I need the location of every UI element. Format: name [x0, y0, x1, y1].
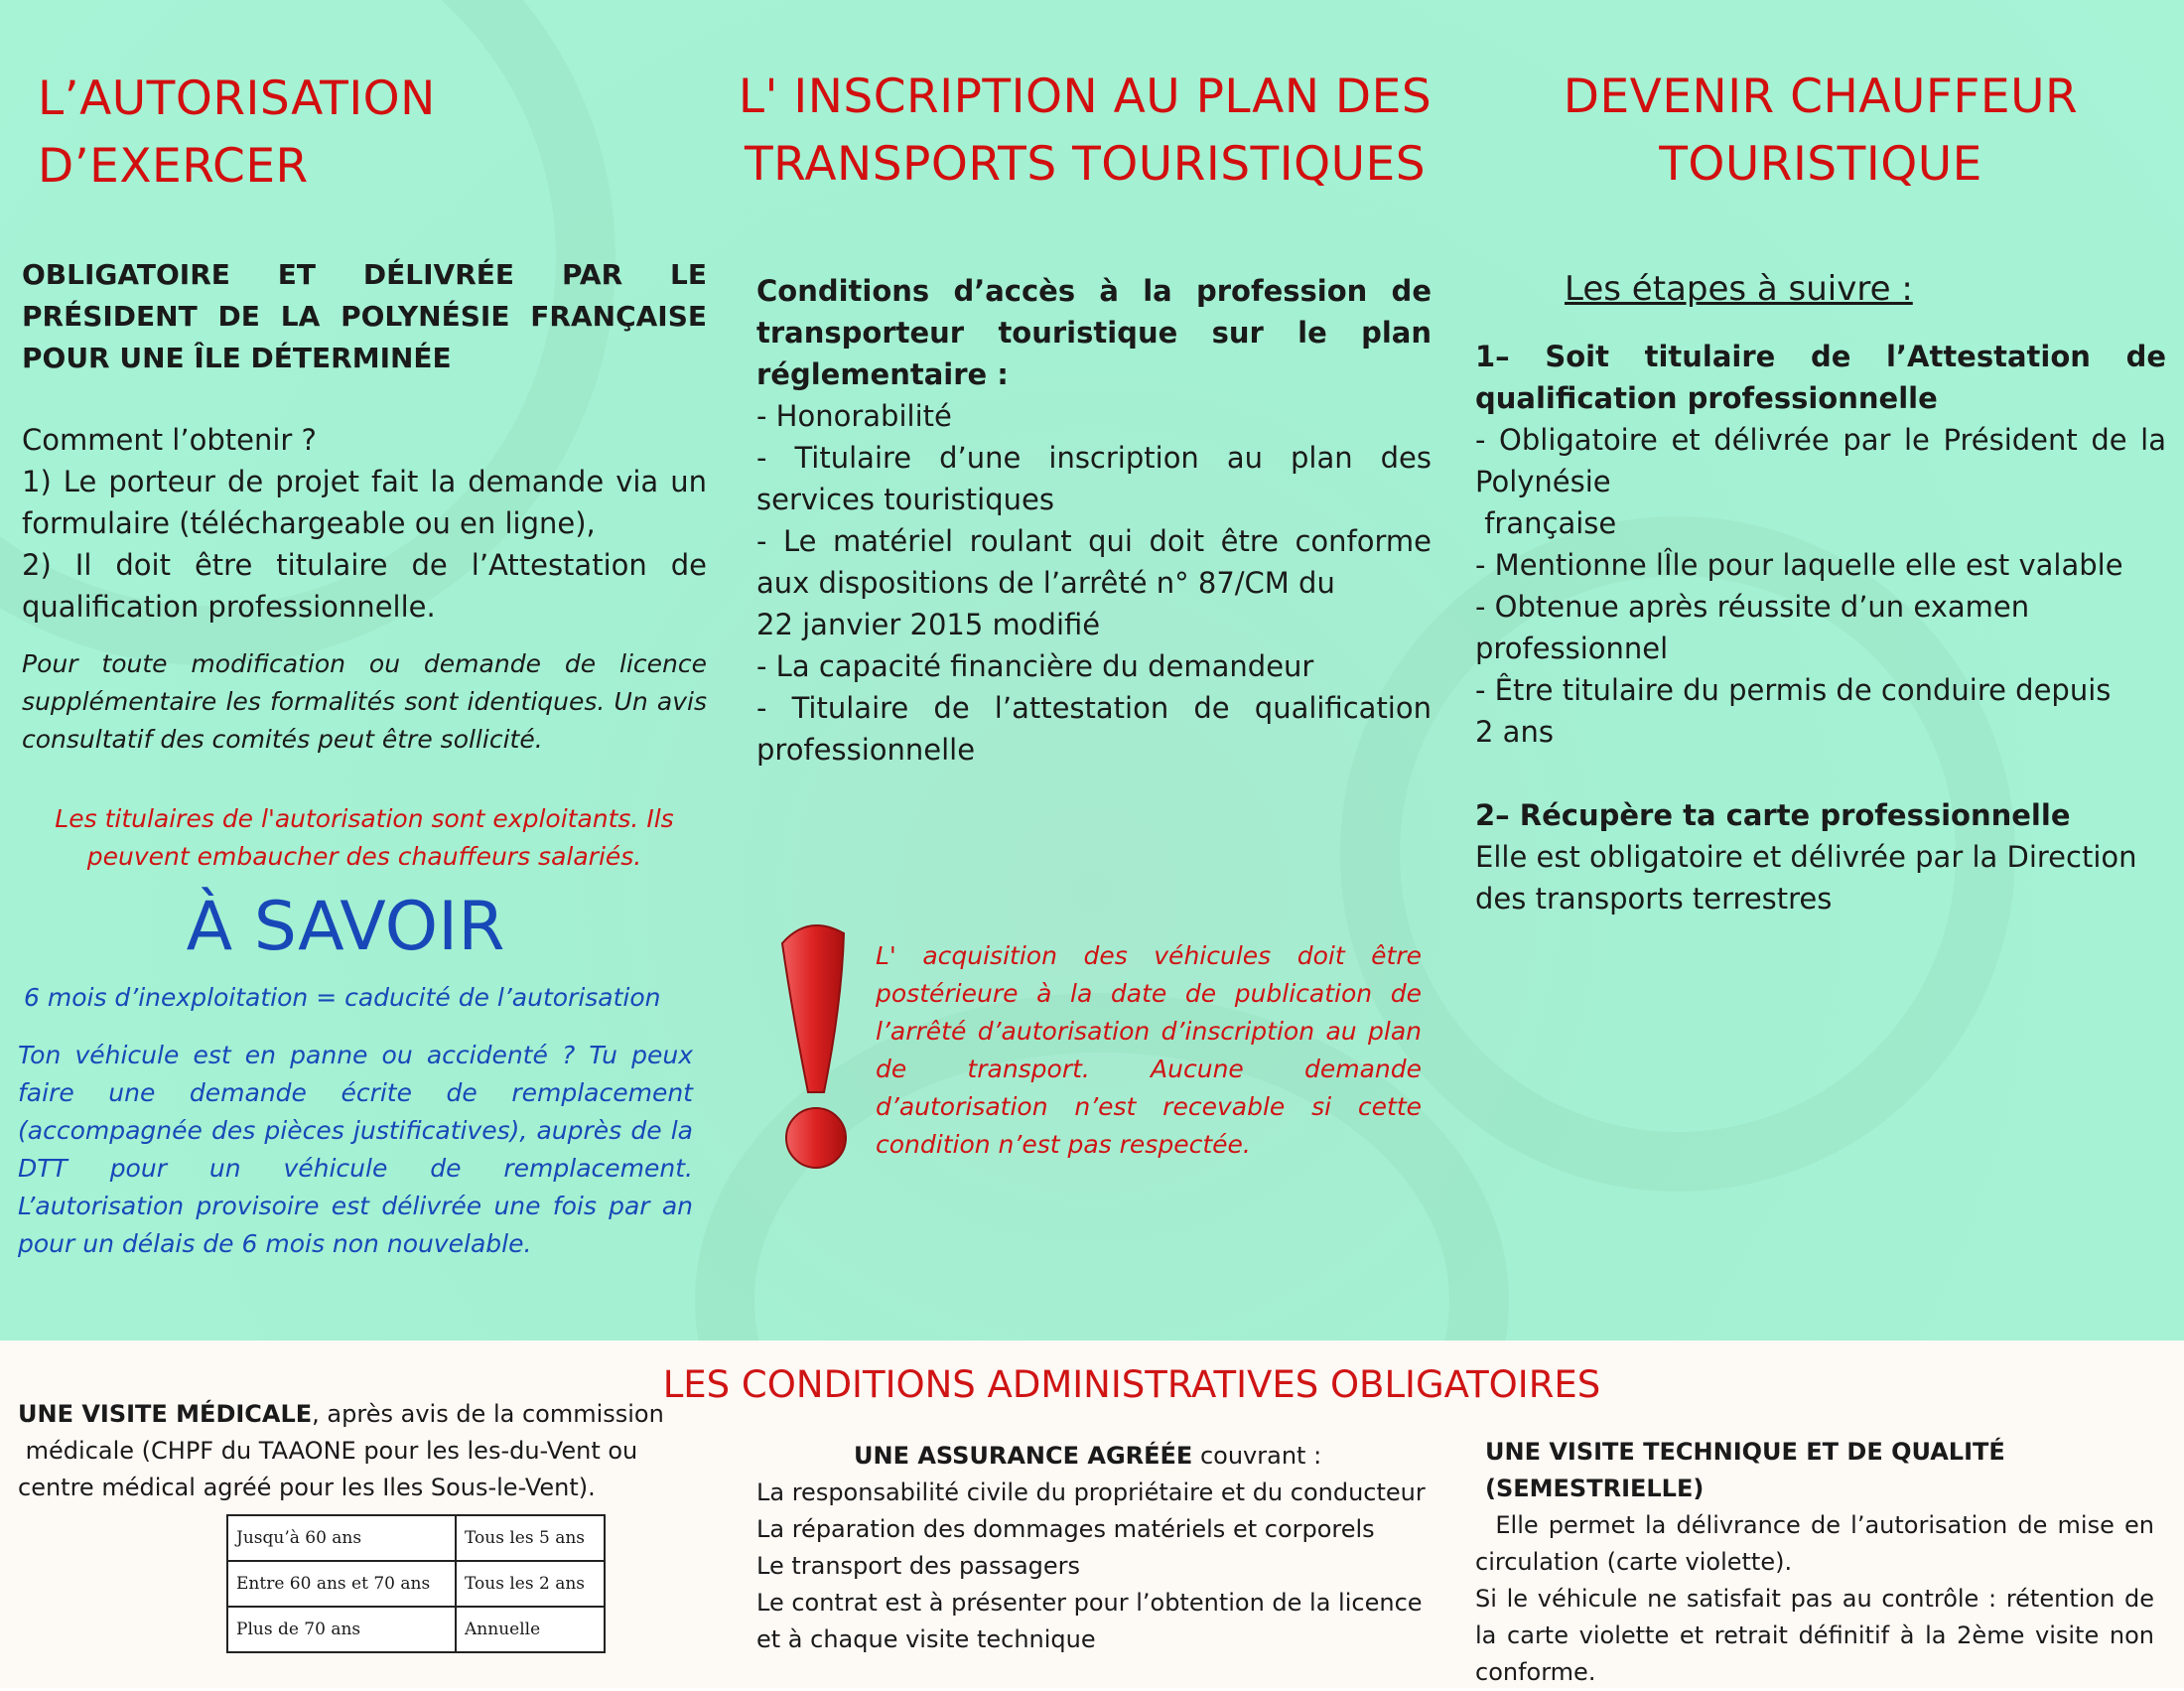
column-autorisation — [22, 66, 707, 876]
a-savoir-section — [18, 884, 693, 1263]
column1-title: L’AUTORISATION D’EXERCER — [38, 71, 436, 194]
assurance-label: UNE ASSURANCE AGRÉÉE — [854, 1442, 1193, 1470]
step1-line: 2 ans — [1475, 715, 1554, 749]
assurance-line: La réparation des dommages matériels et corporels — [756, 1515, 1375, 1543]
step1-line: - Obtenue après réussite d’un examen professionnel — [1475, 590, 2030, 665]
table-cell: Jusqu’à 60 ans — [227, 1515, 456, 1561]
table-cell: Plus de 70 ans — [227, 1607, 456, 1652]
visite-medicale-label: UNE VISITE MÉDICALE — [18, 1400, 313, 1428]
step2-text: Elle est obligatoire et délivrée par la Direction des transports terrestres — [1475, 840, 2137, 916]
etapes-heading: Les étapes à suivre : — [1565, 269, 1913, 309]
visite-technique-text: Elle permet la délivrance de l’autorisation de mise en circulation (carte violette). — [1475, 1511, 2162, 1576]
bottom-title: LES CONDITIONS ADMINISTRATIVES OBLIGATOIRES — [662, 1363, 1601, 1406]
assurance-text: couvrant : — [1192, 1442, 1322, 1470]
assurance-block — [756, 1438, 1441, 1658]
exclamation-icon — [764, 914, 864, 1182]
step1-line: - Être titulaire du permis de conduire depuis — [1475, 673, 2112, 707]
column1-question: Comment l’obtenir ? — [22, 423, 317, 457]
a-savoir-title: À SAVOIR — [186, 888, 505, 966]
assurance-line: Le contrat est à présenter pour l’obtention de la licence et à chaque visite technique — [756, 1589, 1423, 1653]
visite-medicale-block — [18, 1396, 703, 1506]
conditions-item: - La capacité financière du demandeur — [756, 649, 1314, 683]
table-cell: Tous les 5 ans — [456, 1515, 605, 1561]
column-inscription — [735, 64, 1435, 771]
visite-medicale-text: , après avis de la commission — [312, 1400, 664, 1428]
table-row — [227, 1607, 605, 1652]
conditions-item: - Honorabilité — [756, 399, 952, 433]
column3-title-line2: TOURISTIQUE — [1659, 137, 1982, 192]
conditions-item: 22 janvier 2015 modifié — [756, 608, 1101, 641]
column1-step2: 2) Il doit être titulaire de l’Attestation de qualification professionnelle. — [22, 548, 707, 624]
column1-subtitle: OBLIGATOIRE ET DÉLIVRÉE PAR LE PRÉSIDENT DE LA POLYNÉSIE FRANÇAISE POUR UNE ÎLE DÉTERMINÉE — [22, 258, 707, 374]
age-table — [226, 1514, 606, 1653]
step1-line: - Obligatoire et délivrée par le Président de la Polynésie — [1475, 423, 2166, 498]
column2-title-line2: TRANSPORTS TOURISTIQUES — [744, 137, 1427, 192]
assurance-line: Le transport des passagers — [756, 1552, 1081, 1580]
table-cell: Annuelle — [456, 1607, 605, 1652]
visite-medicale-details: médicale (CHPF du TAAONE pour les les-du-Vent ou centre médical agréé pour les Iles Sous-le-Vent). — [18, 1437, 645, 1501]
conditions-item: - Titulaire de l’attestation de qualification professionnelle — [756, 691, 1432, 767]
step2-heading: 2– Récupère ta carte professionnelle — [1475, 798, 2071, 832]
assurance-line: La responsabilité civile du propriétaire et du conducteur — [756, 1479, 1426, 1506]
a-savoir-line: 6 mois d’inexploitation = caducité de l’autorisation — [24, 983, 661, 1012]
table-cell: Tous les 2 ans — [456, 1561, 605, 1607]
conditions-item: - Le matériel roulant qui doit être conforme aux dispositions de l’arrêté n° 87/CM du — [756, 524, 1432, 600]
step1-heading: 1– Soit titulaire de l’Attestation de qualification professionnelle — [1475, 340, 2166, 415]
column3-title-line1: DEVENIR CHAUFFEUR — [1563, 70, 2079, 124]
step1-line: française — [1475, 506, 1617, 540]
table-row — [227, 1515, 605, 1561]
column1-note: Pour toute modification ou demande de licence supplémentaire les formalités sont identiques. Un avis consultatif des comités peut être sollicité. — [22, 649, 707, 754]
column2-title-line1: L' INSCRIPTION AU PLAN DES — [738, 70, 1433, 124]
warning-text: L' acquisition des véhicules doit être postérieure à la date de publication de l’arrêté d’autorisation d’inscription au plan de transport. Aucune demande d’autorisation n’est recevable si cette condition n’est pas respectée. — [876, 941, 1422, 1159]
visite-technique-block — [1475, 1434, 2162, 1691]
visite-technique-title: UNE VISITE TECHNIQUE ET DE QUALITÉ (SEMESTRIELLE) — [1485, 1438, 2005, 1502]
visite-technique-text: Si le véhicule ne satisfait pas au contrôle : rétention de la carte violette et retrait définitif à la 2ème visite non conforme. — [1475, 1585, 2154, 1686]
conditions-administratives-section — [0, 1340, 2184, 1688]
column1-step1: 1) Le porteur de projet fait la demande via un formulaire (téléchargeable ou en ligne), — [22, 465, 707, 540]
a-savoir-text: Ton véhicule est en panne ou accidenté ? Tu peux faire une demande écrite de remplacement (accompagnée des pièces justificatives), auprès de la DTT pour un véhicule de remplacement. L’autorisation provisoire est délivrée une fois par an pour un délais de 6 mois non nouvelable. — [18, 1041, 693, 1258]
table-cell: Entre 60 ans et 70 ans — [227, 1561, 456, 1607]
conditions-heading: Conditions d’accès à la profession de transporteur touristique sur le plan réglementaire : — [756, 274, 1432, 391]
step1-line: - Mentionne lÎle pour laquelle elle est valable — [1475, 548, 2123, 582]
column-chauffeur — [1475, 64, 2166, 919]
column1-red-note: Les titulaires de l'autorisation sont exploitants. Ils peuvent embaucher des chauffeurs salariés. — [55, 804, 674, 871]
table-row — [227, 1561, 605, 1607]
conditions-item: - Titulaire d’une inscription au plan des services touristiques — [756, 441, 1432, 516]
